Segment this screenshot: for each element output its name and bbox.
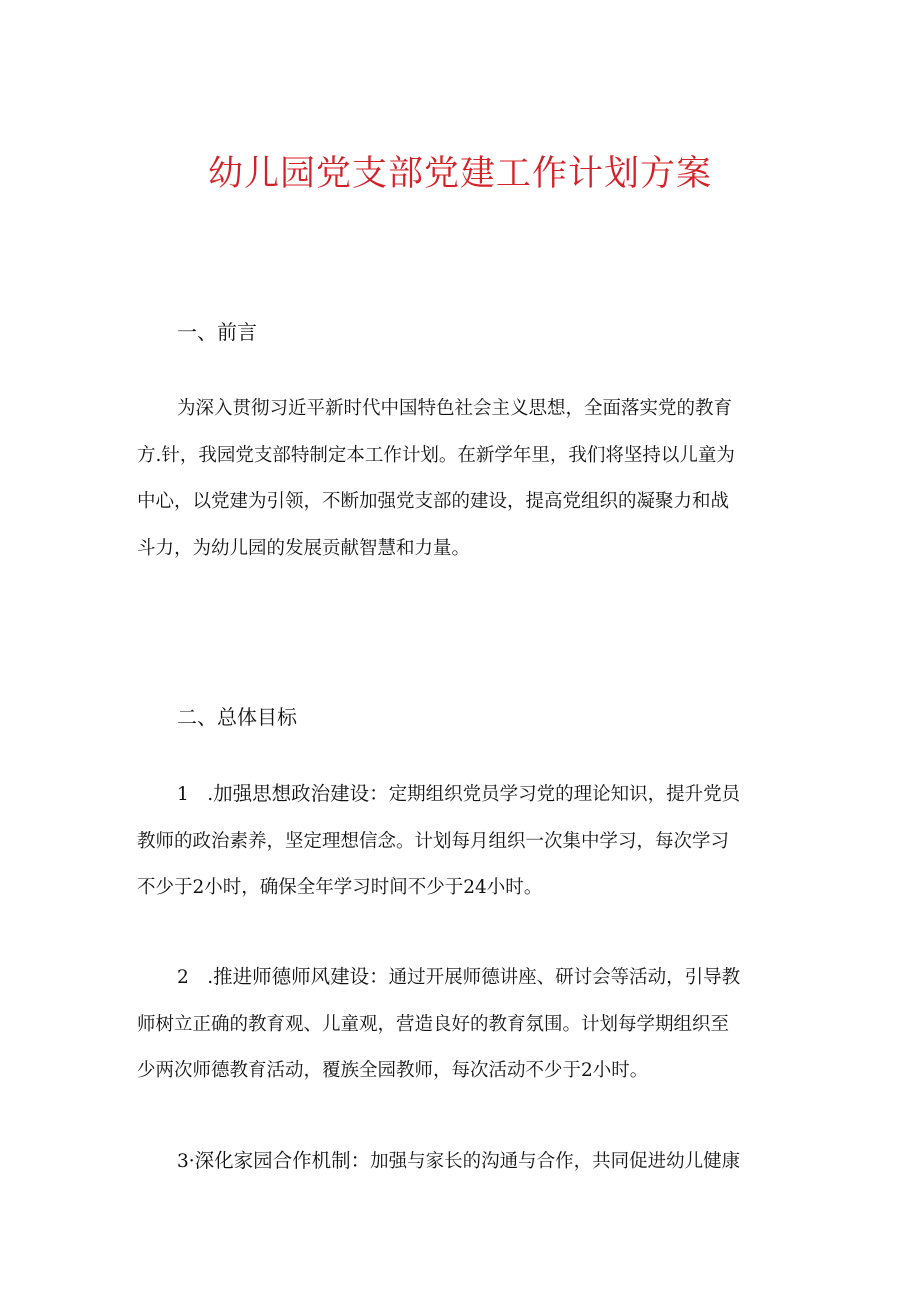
goal-item-first-line [137,771,787,819]
section-heading-preface: 一、前言 [177,320,257,344]
goal-item-number: 1 . [177,784,214,805]
paragraph-line: 师树立正确的教育观、儿童观，营造良好的教育氛围。计划每学期组织至 [137,1013,730,1035]
paragraph-line: 教师的政治素养，坚定理想信念。计划每月组织一次集中学习，每次学习 [137,830,730,852]
paragraph-line: 少两次师德教育活动，覆族全园教师，每次活动不少于2小时。 [137,1060,649,1081]
goal-item-number: 2 . [177,967,214,988]
goal-item-first-line [137,1138,787,1186]
section-heading-goals: 二、总体目标 [177,705,297,729]
goal-item-text: 定期组织党员学习党的理论知识，提升党员 [388,784,741,805]
goal-item-first-line [137,954,787,1002]
paragraph-line: 为深入贯彻习近平新时代中国特色社会主义思想，全面落实党的教育 [177,398,733,419]
paragraph-line: 中心，以党建为引领，不断加强党支部的建设，提高党组织的凝聚力和战 [137,491,730,512]
document-title: 幼儿园党支部党建工作计划方案 [207,154,712,194]
preface-paragraph [137,386,787,572]
goal-item-3 [137,1138,787,1186]
goal-item-title: 推进师德师风建设： [213,965,389,988]
goal-item-text: 加强与家长的沟通与合作，共同促进幼儿健康 [370,1151,741,1172]
goal-item-title: 加强思想政治建设： [213,782,389,805]
goal-item-text: 通过开展师德讲座、研讨会等活动，引导教 [388,967,741,988]
goal-item-1 [137,771,787,912]
paragraph-line: 斗力，为幼儿园的发展贡献智慧和力量。 [137,537,471,559]
goal-item-number: 3· [177,1151,195,1172]
goal-item-title: 深化家园合作机制： [194,1149,371,1172]
paragraph-line: 不少于2小时，确保全年学习时间不少于24小时。 [137,877,543,898]
paragraph-line: 方.针，我园党支部特制定本工作计划。在新学年里，我们将坚持以儿童为 [137,444,735,466]
goal-item-2 [137,954,787,1095]
